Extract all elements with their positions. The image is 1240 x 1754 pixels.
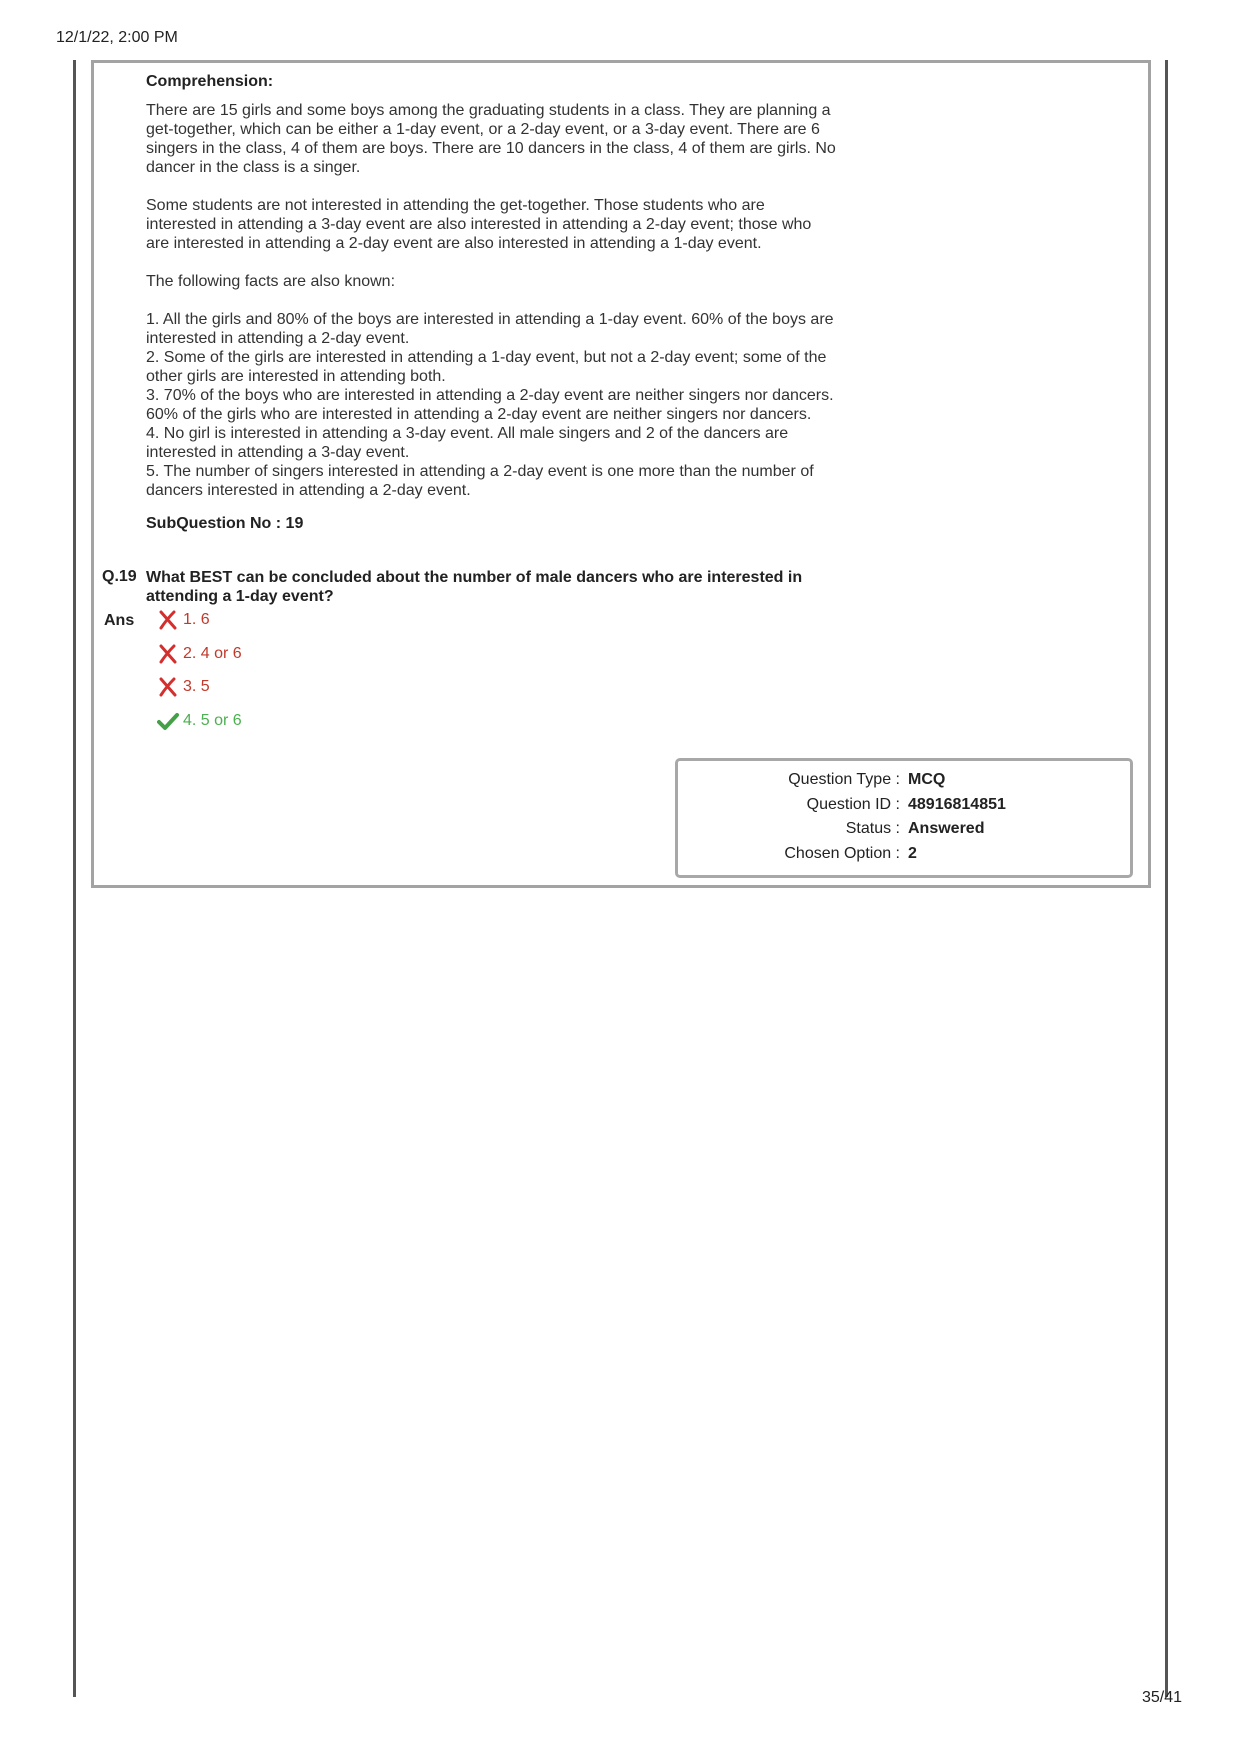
info-value: Answered bbox=[908, 820, 985, 837]
info-label: Status : bbox=[845, 820, 900, 837]
info-label: Question ID : bbox=[806, 796, 900, 813]
option-text: 1. 6 bbox=[183, 611, 210, 628]
question-text: What BEST can be concluded about the number of male dancers who are interested in attending a 1-day event? bbox=[146, 569, 803, 605]
comprehension-paragraph: There are 15 girls and some boys among the graduating students in a class. They are planning a get-together, which can be either a 1-day event, or a 2-day event, or a 3-day event. There are 6 singers in the class, 4 of them are boys. There are 10 dancers in the class, 4 of them are girls. No dancer in the class is a singer. bbox=[146, 102, 836, 176]
option-text: 3. 5 bbox=[183, 678, 210, 695]
answer-option bbox=[157, 643, 242, 665]
question-number: Q.19 bbox=[102, 568, 137, 585]
fact-item: 2. Some of the girls are interested in attending a 1-day event, but not a 2-day event; some of the other girls are interested in attending both. bbox=[146, 349, 827, 385]
comprehension-paragraph: Some students are not interested in attending the get-together. Those students who are interested in attending a 3-day event are also interested in attending a 2-day event; those who are interested in attending a 2-day event are also interested in attending a 1-day event. bbox=[146, 197, 812, 252]
right-margin-rule bbox=[1165, 60, 1168, 1697]
question-info-box bbox=[675, 758, 1133, 878]
subquestion-label: SubQuestion No : 19 bbox=[146, 515, 304, 532]
info-label: Chosen Option : bbox=[784, 845, 900, 862]
info-value: 48916814851 bbox=[908, 796, 1006, 813]
question-panel bbox=[91, 60, 1151, 888]
info-value: MCQ bbox=[908, 771, 946, 788]
cross-icon bbox=[157, 676, 179, 698]
fact-item: 5. The number of singers interested in attending a 2-day event is one more than the number of dancers interested in attending a 2-day event. bbox=[146, 463, 814, 499]
option-text: 4. 5 or 6 bbox=[183, 712, 242, 729]
fact-item: 3. 70% of the boys who are interested in attending a 2-day event are neither singers nor dancers. 60% of the girls who are interested in attending a 2-day event are neither singers nor dancers. bbox=[146, 387, 834, 423]
comprehension-paragraph: The following facts are also known: bbox=[146, 273, 396, 290]
answer-option bbox=[157, 609, 210, 631]
info-row-question-type bbox=[678, 771, 1130, 793]
cross-icon bbox=[157, 609, 179, 631]
page-number: 35/41 bbox=[1141, 1689, 1182, 1706]
answer-option bbox=[157, 710, 242, 732]
info-label: Question Type : bbox=[788, 771, 900, 788]
info-row-chosen-option bbox=[678, 845, 1130, 867]
info-row-question-id bbox=[678, 796, 1130, 818]
fact-item: 1. All the girls and 80% of the boys are interested in attending a 1-day event. 60% of the boys are interested in attending a 2-day event. bbox=[146, 311, 834, 347]
info-value: 2 bbox=[908, 845, 917, 862]
comprehension-heading: Comprehension: bbox=[146, 73, 274, 90]
cross-icon bbox=[157, 643, 179, 665]
answer-option bbox=[157, 676, 210, 698]
option-text: 2. 4 or 6 bbox=[183, 645, 242, 662]
check-icon bbox=[157, 710, 179, 732]
comprehension-block bbox=[146, 73, 836, 533]
answer-label: Ans bbox=[104, 612, 135, 629]
facts-list bbox=[146, 310, 836, 500]
print-timestamp: 12/1/22, 2:00 PM bbox=[56, 29, 178, 46]
left-margin-rule bbox=[73, 60, 76, 1697]
info-row-status bbox=[678, 820, 1130, 842]
fact-item: 4. No girl is interested in attending a 3-day event. All male singers and 2 of the dancers are interested in attending a 3-day event. bbox=[146, 425, 789, 461]
